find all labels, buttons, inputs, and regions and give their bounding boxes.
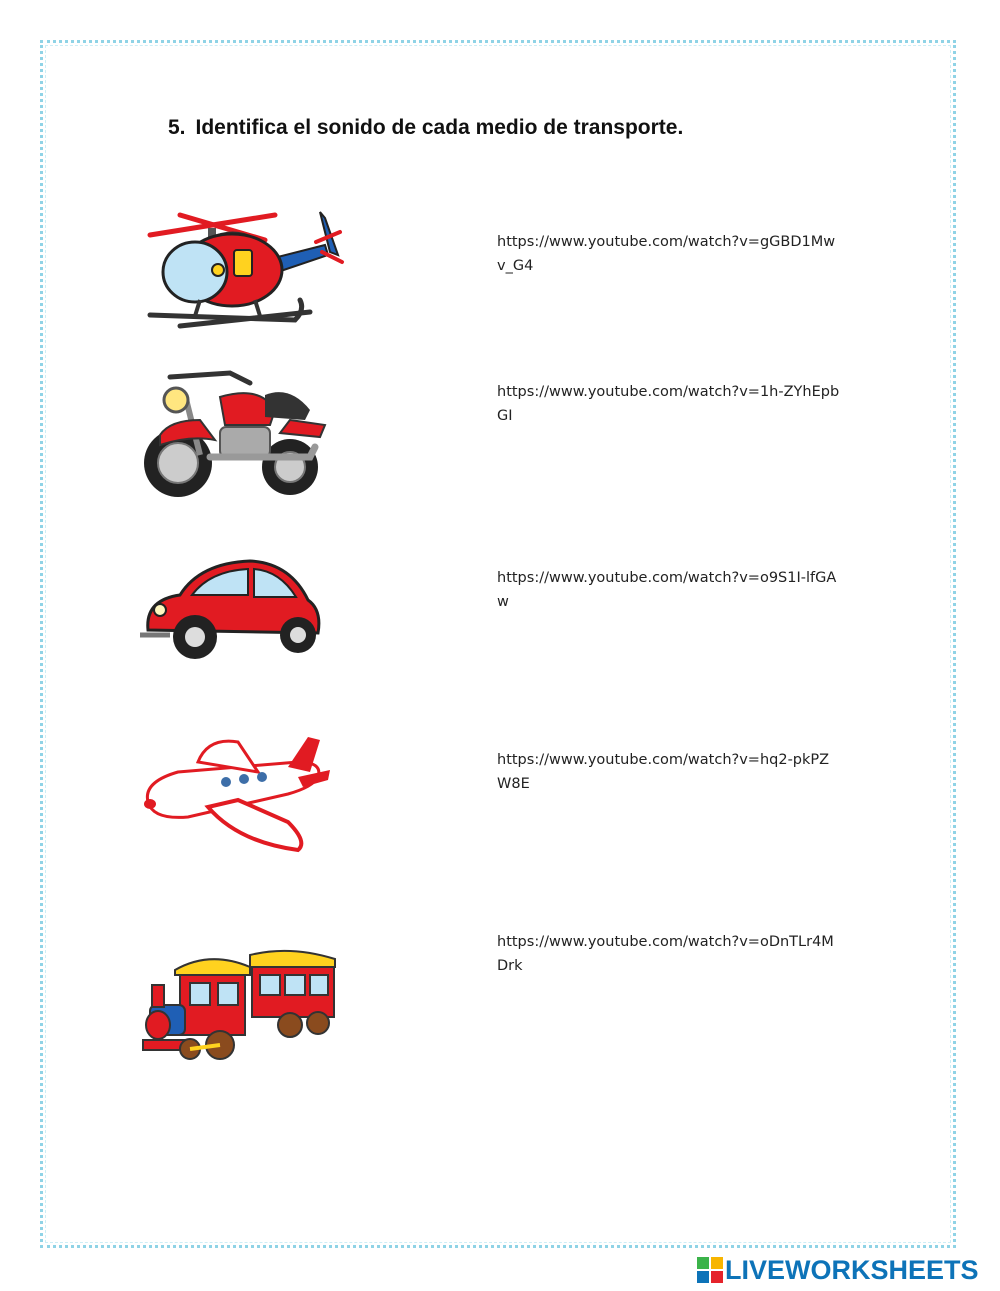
train-icon [140,945,340,1070]
brand-name: LIVEWORKSHEETS [725,1254,979,1285]
sound-link-motorcycle[interactable]: https://www.youtube.com/watch?v=1h-ZYhEpbGI [497,384,840,424]
question-title [168,116,683,140]
sound-link-airplane[interactable]: https://www.youtube.com/watch?v=hq2-pkPZW8E [497,752,830,792]
sound-link-helicopter[interactable]: https://www.youtube.com/watch?v=gGBD1Mwv_G4 [497,234,836,274]
question-text: Identifica el sonido de cada medio de transporte. [195,116,684,139]
sound-link-train[interactable]: https://www.youtube.com/watch?v=oDnTLr4MDrk [497,934,834,974]
question-number: 5. [168,116,186,139]
car-icon [140,555,325,665]
brand-logo[interactable] [697,1255,979,1285]
motorcycle-icon [140,365,330,505]
airplane-icon [138,732,333,862]
helicopter-icon [140,200,350,340]
sound-link-car[interactable]: https://www.youtube.com/watch?v=o9S1I-lfGAw [497,570,837,610]
liveworksheets-badge-icon [697,1257,723,1283]
